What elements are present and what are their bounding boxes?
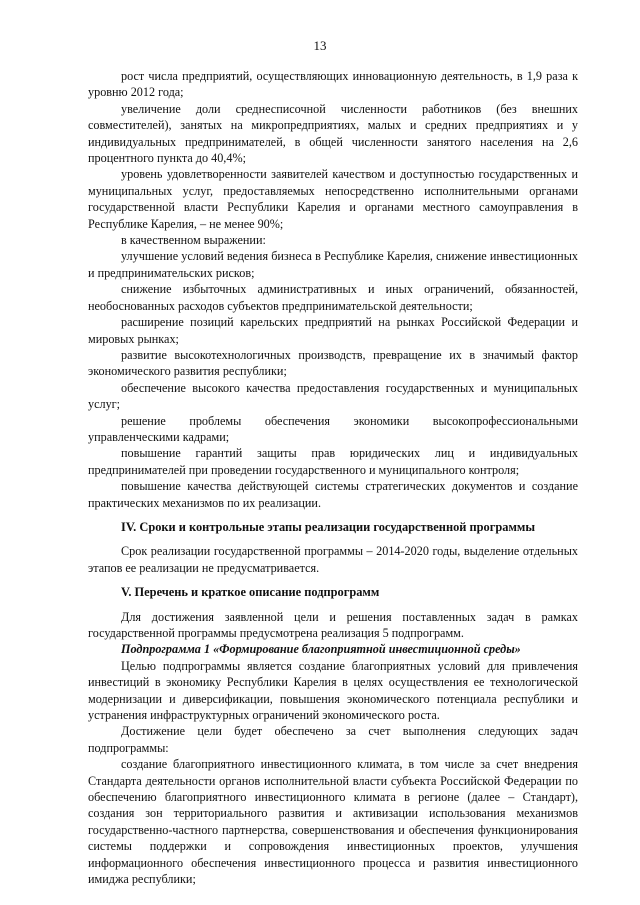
- paragraph: развитие высокотехнологичных производств, превращение их в значимый фактор экономического развития республики;: [88, 347, 578, 379]
- paragraph: расширение позиций карельских предприятий на рынках Российской Федерации и мировых рынках;: [88, 315, 578, 346]
- subprogram-title: Подпрограмма 1 «Формирование благоприятной инвестиционной среды»: [121, 642, 521, 657]
- paragraph: улучшение условий ведения бизнеса в Республике Карелия, снижение инвестиционных и предпринимательских рисков;: [88, 249, 578, 280]
- page-number: 13: [313, 38, 327, 53]
- paragraph: Срок реализации государственной программы – 2014-2020 годы, выделение отдельных этапов ее реализации не предусматривается.: [88, 544, 578, 575]
- section-heading-4: IV. Сроки и контрольные этапы реализации государственной программы: [121, 519, 536, 534]
- paragraph: Достижение цели будет обеспечено за счет выполнения следующих задач подпрограммы:: [88, 724, 578, 755]
- paragraph: обеспечение высокого качества предоставления государственных и муниципальных услуг;: [88, 380, 578, 412]
- paragraph: увеличение доли среднесписочной численности работников (без внешних совместителей), занятых на микропредприятиях, малых и средних предприятиях и у индивидуальных предпринимателей, в общей численности занятого населения на 2,6 процентного пункта до 40,4%;: [88, 101, 578, 166]
- paragraph: уровень удовлетворенности заявителей качеством и доступностью государственных и муниципальных услуг, предоставляемых непосредственно исполнительными органами государственной власти Республики Карелия и органами местного самоуправления в Республике Карелия, – не менее 90%;: [88, 167, 578, 231]
- page-content: [88, 68, 578, 888]
- paragraph: повышение гарантий защиты прав юридических лиц и индивидуальных предпринимателей при проведении государственного и муниципального контроля;: [88, 446, 578, 477]
- paragraph: повышение качества действующей системы стратегических документов и создание практических механизмов по их реализации.: [88, 479, 578, 510]
- paragraph: Целью подпрограммы является создание благоприятных условий для привлечения инвестиций в экономику Республики Карелия в целях осуществления ее технологической модернизации и диверсификации, повышения экономического потенциала республики и устранения инфраструктурных ограничений экономического роста.: [88, 658, 578, 723]
- paragraph: снижение избыточных административных и иных ограничений, обязанностей, необоснованных расходов субъектов предпринимательской деятельности;: [88, 282, 578, 313]
- paragraph: Для достижения заявленной цели и решения поставленных задач в рамках государственной программы предусмотрена реализация 5 подпрограмм.: [88, 609, 578, 640]
- paragraph: рост числа предприятий, осуществляющих инновационную деятельность, в 1,9 раза к уровню 2012 года;: [88, 69, 578, 100]
- paragraph: в качественном выражении:: [121, 233, 266, 248]
- section-heading-5: V. Перечень и краткое описание подпрограмм: [121, 585, 380, 600]
- paragraph: создание благоприятного инвестиционного климата, в том числе за счет внедрения Стандарта деятельности органов исполнительной власти субъекта Российской Федерации по обеспечению благоприятного инвестиционного климата в регионе (далее – Стандарт), создания зон территориального развития и активизации использования механизмов государственно-частного партнерства, совершенствования и обеспечения функционирования системы поддержки и сопровождения инвестиционных проектов, улучшения информационного обеспечения инвестиционного процесса и развития инвестиционного имиджа республики;: [88, 757, 578, 887]
- paragraph: решение проблемы обеспечения экономики высокопрофессиональными управленческими кадрами;: [88, 413, 578, 444]
